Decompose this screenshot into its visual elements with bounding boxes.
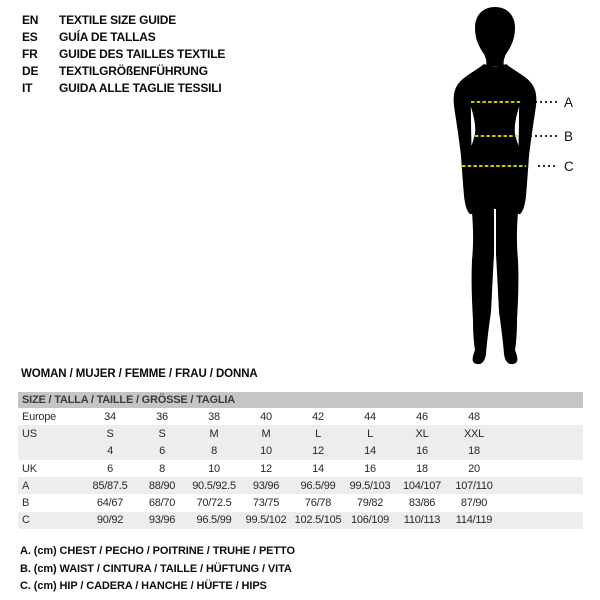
silhouette-head <box>475 7 515 66</box>
language-title-label: GUIDE DES TAILLES TEXTILE <box>59 47 226 61</box>
hip-label: C <box>564 159 574 174</box>
size-cell: 42 <box>312 410 324 423</box>
language-code: ES <box>22 30 38 44</box>
size-cell: XXL <box>448 425 500 442</box>
size-cell: 10 <box>240 443 292 460</box>
row-spacer-cell <box>500 408 583 425</box>
size-cell: 96.5/99 <box>292 477 344 494</box>
measurement-legend <box>20 543 295 596</box>
size-cell: 110/113 <box>396 512 448 529</box>
size-cell: 4 <box>84 443 136 460</box>
row-label: C <box>18 512 84 529</box>
row-label <box>18 443 84 460</box>
size-cell: L <box>344 425 396 442</box>
size-cell: 70/72.5 <box>196 497 232 510</box>
language-title-row <box>22 46 225 63</box>
waist-label: B <box>564 129 574 144</box>
size-cell: 73/75 <box>252 497 280 510</box>
size-cell: 16 <box>396 443 448 460</box>
language-title-row <box>22 80 225 97</box>
size-cell: 34 <box>104 410 116 423</box>
row-spacer-cell <box>500 494 583 511</box>
row-label: US <box>18 425 84 442</box>
size-cell: 10 <box>208 462 220 475</box>
category-title: WOMAN / MUJER / FEMME / FRAU / DONNA <box>21 368 258 380</box>
size-cell: 76/78 <box>304 497 332 510</box>
language-title-list <box>22 12 225 97</box>
table-row <box>18 425 583 442</box>
chest-label: A <box>564 95 574 110</box>
row-label: A <box>18 477 84 494</box>
size-cell: 64/67 <box>96 497 124 510</box>
size-cell: 38 <box>208 410 220 423</box>
size-cell: 18 <box>448 443 500 460</box>
row-spacer-cell <box>500 443 583 460</box>
size-table <box>18 392 583 529</box>
table-row <box>18 512 583 529</box>
language-title-label: TEXTILGRÖßENFÜHRUNG <box>59 64 208 78</box>
size-cell: S <box>84 425 136 442</box>
language-title-row <box>22 63 225 80</box>
size-cell: 79/82 <box>356 497 384 510</box>
size-cell: 107/110 <box>448 477 500 494</box>
size-cell: 99.5/103 <box>344 477 396 494</box>
row-spacer-cell <box>500 460 583 477</box>
size-cell: 36 <box>156 410 168 423</box>
size-cell: XL <box>396 425 448 442</box>
size-cell: 12 <box>292 443 344 460</box>
language-code: DE <box>22 64 39 78</box>
language-title-label: GUÍA DE TALLAS <box>59 30 156 44</box>
language-title-label: GUIDA ALLE TAGLIE TESSILI <box>59 81 222 95</box>
size-cell: 85/87.5 <box>84 477 136 494</box>
size-cell: 90/92 <box>84 512 136 529</box>
woman-silhouette-figure <box>408 4 600 372</box>
table-row <box>18 408 583 425</box>
size-cell: M <box>240 425 292 442</box>
size-cell: L <box>292 425 344 442</box>
legend-line: B. (cm) WAIST / CINTURA / TAILLE / HÜFTUNG / VITA <box>20 562 292 575</box>
size-cell: 93/96 <box>136 512 188 529</box>
row-spacer-cell <box>500 477 583 494</box>
row-spacer-cell <box>500 512 583 529</box>
size-cell: 16 <box>364 462 376 475</box>
language-code: IT <box>22 81 33 95</box>
row-label: B <box>22 497 30 510</box>
size-cell: 48 <box>468 410 480 423</box>
size-cell: 83/86 <box>408 497 436 510</box>
language-title-row <box>22 12 225 29</box>
size-cell: 114/119 <box>448 512 500 529</box>
woman-silhouette <box>454 7 537 364</box>
row-label: Europe <box>22 410 56 423</box>
size-cell: 102.5/105 <box>292 512 344 529</box>
language-code: EN <box>22 13 39 27</box>
size-cell: 44 <box>364 410 376 423</box>
table-row <box>18 460 583 477</box>
size-cell: 40 <box>260 410 272 423</box>
language-title-label: TEXTILE SIZE GUIDE <box>59 13 177 27</box>
table-row <box>18 477 583 494</box>
row-spacer-cell <box>500 425 583 442</box>
language-code: FR <box>22 47 38 61</box>
legend-line: A. (cm) CHEST / PECHO / POITRINE / TRUHE / PETTO <box>20 545 295 557</box>
size-cell: 14 <box>344 443 396 460</box>
table-row <box>18 494 583 511</box>
size-cell: 96.5/99 <box>188 512 240 529</box>
size-cell: 6 <box>107 462 113 475</box>
silhouette-right-arm <box>517 84 537 214</box>
row-label: UK <box>22 462 37 475</box>
size-cell: 99.5/102 <box>240 512 292 529</box>
table-row <box>18 443 583 460</box>
language-title-row <box>22 29 225 46</box>
legend-line: C. (cm) HIP / CADERA / HANCHE / HÜFTE / HIPS <box>20 580 267 592</box>
size-cell: S <box>136 425 188 442</box>
size-cell: 87/90 <box>460 497 488 510</box>
size-cell: M <box>188 425 240 442</box>
size-cell: 104/107 <box>396 477 448 494</box>
size-cell: 46 <box>416 410 428 423</box>
size-cell: 93/96 <box>240 477 292 494</box>
silhouette-left-arm <box>454 84 474 214</box>
size-cell: 90.5/92.5 <box>188 477 240 494</box>
size-cell: 18 <box>416 462 428 475</box>
size-cell: 12 <box>260 462 272 475</box>
size-cell: 68/70 <box>148 497 176 510</box>
size-cell: 6 <box>136 443 188 460</box>
size-table-header-row <box>18 392 583 408</box>
size-cell: 88/90 <box>136 477 188 494</box>
size-cell: 8 <box>159 462 165 475</box>
size-cell: 20 <box>468 462 480 475</box>
size-cell: 8 <box>188 443 240 460</box>
size-table-header: SIZE / TALLA / TAILLE / GRÖSSE / TAGLIA <box>18 392 583 408</box>
size-cell: 106/109 <box>344 512 396 529</box>
size-cell: 14 <box>312 462 324 475</box>
